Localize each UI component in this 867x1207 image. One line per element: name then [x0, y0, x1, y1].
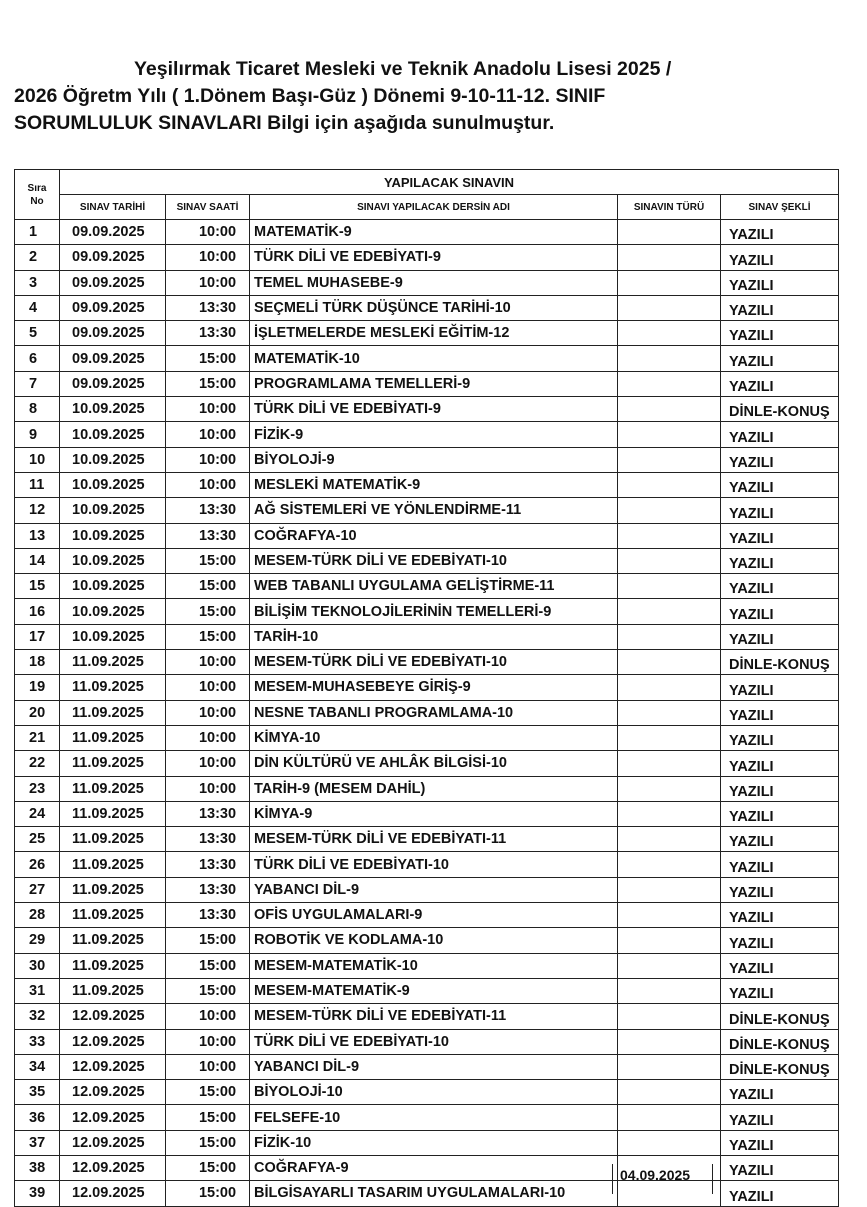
table-group-header-row	[15, 170, 839, 195]
course-name: MESLEKİ MATEMATİK-9	[250, 472, 618, 497]
exam-form: YAZILI	[721, 827, 839, 852]
exam-form: YAZILI	[721, 852, 839, 877]
exam-type	[618, 1080, 721, 1105]
exam-date: 11.09.2025	[60, 953, 166, 978]
course-name: TÜRK DİLİ VE EDEBİYATI-9	[250, 245, 618, 270]
exam-form: YAZILI	[721, 624, 839, 649]
exam-type	[618, 776, 721, 801]
exam-form: YAZILI	[721, 1130, 839, 1155]
table-row	[15, 498, 839, 523]
course-name: MESEM-TÜRK DİLİ VE EDEBİYATI-10	[250, 650, 618, 675]
exam-type	[618, 953, 721, 978]
exam-time: 13:30	[166, 852, 250, 877]
exam-time: 10:00	[166, 725, 250, 750]
table-row	[15, 1155, 839, 1180]
exam-form: YAZILI	[721, 700, 839, 725]
exam-time: 13:30	[166, 321, 250, 346]
exam-date: 11.09.2025	[60, 877, 166, 902]
exam-form: YAZILI	[721, 472, 839, 497]
course-name: KİMYA-9	[250, 801, 618, 826]
course-name: TÜRK DİLİ VE EDEBİYATI-9	[250, 397, 618, 422]
footer-divider-left	[612, 1164, 614, 1194]
course-name: SEÇMELİ TÜRK DÜŞÜNCE TARİHİ-10	[250, 295, 618, 320]
exam-date: 11.09.2025	[60, 675, 166, 700]
exam-date: 12.09.2025	[60, 1004, 166, 1029]
exam-type	[618, 801, 721, 826]
exam-time: 13:30	[166, 903, 250, 928]
course-name: MESEM-MATEMATİK-9	[250, 978, 618, 1003]
course-name: BİLİŞİM TEKNOLOJİLERİNİN TEMELLERİ-9	[250, 599, 618, 624]
exam-type	[618, 852, 721, 877]
course-name: BİLGİSAYARLI TASARIM UYGULAMALARI-10	[250, 1181, 618, 1206]
exam-form: YAZILI	[721, 953, 839, 978]
exam-date: 11.09.2025	[60, 776, 166, 801]
exam-type	[618, 422, 721, 447]
exam-date: 11.09.2025	[60, 751, 166, 776]
course-name: MESEM-TÜRK DİLİ VE EDEBİYATI-11	[250, 1004, 618, 1029]
exam-type	[618, 1004, 721, 1029]
exam-date: 10.09.2025	[60, 523, 166, 548]
exam-type	[618, 245, 721, 270]
table-row	[15, 624, 839, 649]
table-row	[15, 953, 839, 978]
header-sinav-saati: SINAV SAATİ	[166, 195, 250, 220]
exam-date: 11.09.2025	[60, 852, 166, 877]
exam-type	[618, 725, 721, 750]
exam-form: YAZILI	[721, 978, 839, 1003]
row-number: 25	[15, 827, 60, 852]
exam-date: 12.09.2025	[60, 1054, 166, 1079]
exam-date: 11.09.2025	[60, 978, 166, 1003]
table-row	[15, 599, 839, 624]
row-number: 2	[15, 245, 60, 270]
exam-time: 15:00	[166, 346, 250, 371]
exam-type	[618, 599, 721, 624]
table-row	[15, 472, 839, 497]
exam-time: 15:00	[166, 978, 250, 1003]
exam-type	[618, 397, 721, 422]
exam-date: 12.09.2025	[60, 1105, 166, 1130]
exam-time: 10:00	[166, 700, 250, 725]
exam-time: 15:00	[166, 574, 250, 599]
row-number: 9	[15, 422, 60, 447]
course-name: AĞ SİSTEMLERİ VE YÖNLENDİRME-11	[250, 498, 618, 523]
course-name: KİMYA-10	[250, 725, 618, 750]
table-row	[15, 1130, 839, 1155]
title-line-1: Yeşilırmak Ticaret Mesleki ve Teknik Anadolu Lisesi 2025 /	[134, 58, 672, 80]
row-number: 27	[15, 877, 60, 902]
table-row	[15, 776, 839, 801]
exam-date: 11.09.2025	[60, 928, 166, 953]
exam-date: 10.09.2025	[60, 447, 166, 472]
exam-time: 15:00	[166, 1155, 250, 1180]
exam-type	[618, 472, 721, 497]
course-name: ROBOTİK VE KODLAMA-10	[250, 928, 618, 953]
document-title	[14, 56, 852, 137]
exam-date: 10.09.2025	[60, 624, 166, 649]
exam-form: YAZILI	[721, 1080, 839, 1105]
exam-type	[618, 1105, 721, 1130]
exam-time: 10:00	[166, 1029, 250, 1054]
row-number: 10	[15, 447, 60, 472]
exam-type	[618, 295, 721, 320]
row-number: 7	[15, 371, 60, 396]
table-row	[15, 903, 839, 928]
table-row	[15, 751, 839, 776]
row-number: 30	[15, 953, 60, 978]
table-column-header-row	[15, 195, 839, 220]
course-name: BİYOLOJİ-9	[250, 447, 618, 472]
table-row	[15, 548, 839, 573]
header-sinav-tarihi: SINAV TARİHİ	[60, 195, 166, 220]
exam-time: 15:00	[166, 371, 250, 396]
row-number: 1	[15, 220, 60, 245]
table-row	[15, 270, 839, 295]
row-number: 36	[15, 1105, 60, 1130]
exam-form: YAZILI	[721, 1181, 839, 1206]
exam-time: 15:00	[166, 1181, 250, 1206]
exam-date: 10.09.2025	[60, 472, 166, 497]
exam-form: YAZILI	[721, 675, 839, 700]
exam-form: YAZILI	[721, 523, 839, 548]
course-name: MATEMATİK-9	[250, 220, 618, 245]
exam-date: 09.09.2025	[60, 321, 166, 346]
row-number: 6	[15, 346, 60, 371]
exam-time: 10:00	[166, 220, 250, 245]
table-row	[15, 1054, 839, 1079]
exam-type	[618, 877, 721, 902]
table-row	[15, 447, 839, 472]
exam-time: 13:30	[166, 827, 250, 852]
exam-type	[618, 548, 721, 573]
course-name: COĞRAFYA-9	[250, 1155, 618, 1180]
footer-divider-right	[712, 1164, 714, 1194]
table-row	[15, 397, 839, 422]
course-name: COĞRAFYA-10	[250, 523, 618, 548]
row-number: 21	[15, 725, 60, 750]
table-row	[15, 295, 839, 320]
exam-time: 15:00	[166, 1130, 250, 1155]
table-row	[15, 1181, 839, 1206]
row-number: 3	[15, 270, 60, 295]
table-row	[15, 321, 839, 346]
row-number: 5	[15, 321, 60, 346]
row-number: 8	[15, 397, 60, 422]
exam-time: 13:30	[166, 498, 250, 523]
row-number: 32	[15, 1004, 60, 1029]
exam-time: 10:00	[166, 472, 250, 497]
table-row	[15, 371, 839, 396]
exam-date: 10.09.2025	[60, 548, 166, 573]
table-row	[15, 523, 839, 548]
exam-type	[618, 346, 721, 371]
exam-time: 10:00	[166, 650, 250, 675]
exam-form: YAZILI	[721, 245, 839, 270]
exam-type	[618, 650, 721, 675]
exam-date: 11.09.2025	[60, 801, 166, 826]
exam-time: 10:00	[166, 1004, 250, 1029]
exam-time: 13:30	[166, 877, 250, 902]
exam-type	[618, 1029, 721, 1054]
header-sinav-sekli: SINAV ŞEKLİ	[721, 195, 839, 220]
exam-time: 10:00	[166, 751, 250, 776]
exam-time: 10:00	[166, 422, 250, 447]
row-number: 20	[15, 700, 60, 725]
exam-form: DİNLE-KONUŞ	[721, 397, 839, 422]
exam-time: 10:00	[166, 397, 250, 422]
exam-time: 10:00	[166, 270, 250, 295]
exam-time: 15:00	[166, 599, 250, 624]
exam-form: YAZILI	[721, 295, 839, 320]
exam-form: YAZILI	[721, 447, 839, 472]
row-number: 22	[15, 751, 60, 776]
exam-date: 09.09.2025	[60, 245, 166, 270]
table-row	[15, 700, 839, 725]
exam-time: 15:00	[166, 953, 250, 978]
exam-date: 09.09.2025	[60, 346, 166, 371]
row-number: 31	[15, 978, 60, 1003]
exam-form: YAZILI	[721, 321, 839, 346]
exam-type	[618, 270, 721, 295]
header-sinav-turu: SINAVIN TÜRÜ	[618, 195, 721, 220]
exam-form: DİNLE-KONUŞ	[721, 1054, 839, 1079]
exam-time: 13:30	[166, 295, 250, 320]
exam-form: YAZILI	[721, 574, 839, 599]
exam-time: 10:00	[166, 675, 250, 700]
footer-date: 04.09.2025	[620, 1167, 691, 1183]
exam-date: 12.09.2025	[60, 1130, 166, 1155]
exam-date: 11.09.2025	[60, 650, 166, 675]
exam-form: DİNLE-KONUŞ	[721, 1004, 839, 1029]
exam-form: YAZILI	[721, 548, 839, 573]
exam-date: 09.09.2025	[60, 295, 166, 320]
course-name: MESEM-MUHASEBEYE GİRİŞ-9	[250, 675, 618, 700]
exam-type	[618, 978, 721, 1003]
exam-time: 15:00	[166, 624, 250, 649]
course-name: MESEM-MATEMATİK-10	[250, 953, 618, 978]
header-sira-no	[15, 170, 60, 220]
row-number: 16	[15, 599, 60, 624]
exam-form: YAZILI	[721, 903, 839, 928]
exam-date: 11.09.2025	[60, 700, 166, 725]
exam-type	[618, 675, 721, 700]
exam-form: YAZILI	[721, 928, 839, 953]
exam-time: 13:30	[166, 801, 250, 826]
exam-type	[618, 751, 721, 776]
table-row	[15, 1105, 839, 1130]
row-number: 11	[15, 472, 60, 497]
row-number: 18	[15, 650, 60, 675]
course-name: TÜRK DİLİ VE EDEBİYATI-10	[250, 852, 618, 877]
row-number: 37	[15, 1130, 60, 1155]
exam-type	[618, 321, 721, 346]
course-name: NESNE TABANLI PROGRAMLAMA-10	[250, 700, 618, 725]
exam-type	[618, 1181, 721, 1206]
exam-time: 10:00	[166, 245, 250, 270]
row-number: 26	[15, 852, 60, 877]
table-row	[15, 1080, 839, 1105]
course-name: YABANCI DİL-9	[250, 877, 618, 902]
title-line-3: SORUMLULUK SINAVLARI Bilgi için aşağıda sunulmuştur.	[14, 112, 555, 134]
exam-date: 12.09.2025	[60, 1155, 166, 1180]
table-row	[15, 650, 839, 675]
exam-form: YAZILI	[721, 776, 839, 801]
row-number: 28	[15, 903, 60, 928]
exam-time: 15:00	[166, 1105, 250, 1130]
course-name: MESEM-TÜRK DİLİ VE EDEBİYATI-10	[250, 548, 618, 573]
exam-form: YAZILI	[721, 498, 839, 523]
table-row	[15, 675, 839, 700]
table-row	[15, 422, 839, 447]
exam-form: YAZILI	[721, 1155, 839, 1180]
table-row	[15, 801, 839, 826]
course-name: FİZİK-10	[250, 1130, 618, 1155]
exam-date: 11.09.2025	[60, 725, 166, 750]
course-name: İŞLETMELERDE MESLEKİ EĞİTİM-12	[250, 321, 618, 346]
row-number: 13	[15, 523, 60, 548]
course-name: PROGRAMLAMA TEMELLERİ-9	[250, 371, 618, 396]
exam-date: 09.09.2025	[60, 220, 166, 245]
exam-form: YAZILI	[721, 801, 839, 826]
exam-date: 11.09.2025	[60, 827, 166, 852]
course-name: BİYOLOJİ-10	[250, 1080, 618, 1105]
exam-type	[618, 523, 721, 548]
exam-form: YAZILI	[721, 220, 839, 245]
exam-form: YAZILI	[721, 270, 839, 295]
exam-date: 12.09.2025	[60, 1080, 166, 1105]
exam-form: YAZILI	[721, 725, 839, 750]
table-row	[15, 1029, 839, 1054]
row-number: 19	[15, 675, 60, 700]
header-sira-label: Sıra	[27, 182, 47, 194]
row-number: 35	[15, 1080, 60, 1105]
exam-date: 12.09.2025	[60, 1029, 166, 1054]
exam-date: 10.09.2025	[60, 422, 166, 447]
exam-type	[618, 624, 721, 649]
exam-form: DİNLE-KONUŞ	[721, 650, 839, 675]
header-ders-adi: SINAVI YAPILACAK DERSİN ADI	[250, 195, 618, 220]
exam-type	[618, 827, 721, 852]
exam-type	[618, 1054, 721, 1079]
exam-form: YAZILI	[721, 599, 839, 624]
course-name: DİN KÜLTÜRÜ VE AHLÂK BİLGİSİ-10	[250, 751, 618, 776]
table-row	[15, 877, 839, 902]
exam-type	[618, 928, 721, 953]
table-row	[15, 245, 839, 270]
course-name: FELSEFE-10	[250, 1105, 618, 1130]
exam-date: 09.09.2025	[60, 270, 166, 295]
course-name: FİZİK-9	[250, 422, 618, 447]
exam-time: 10:00	[166, 776, 250, 801]
table-row	[15, 725, 839, 750]
exam-type	[618, 498, 721, 523]
exam-time: 13:30	[166, 523, 250, 548]
exam-form: YAZILI	[721, 371, 839, 396]
row-number: 29	[15, 928, 60, 953]
title-line-2: 2026 Öğretm Yılı ( 1.Dönem Başı-Güz ) Dönemi 9-10-11-12. SINIF	[14, 85, 606, 107]
row-number: 23	[15, 776, 60, 801]
row-number: 12	[15, 498, 60, 523]
exam-type	[618, 371, 721, 396]
exam-type	[618, 447, 721, 472]
row-number: 38	[15, 1155, 60, 1180]
table-row	[15, 928, 839, 953]
course-name: OFİS UYGULAMALARI-9	[250, 903, 618, 928]
course-name: YABANCI DİL-9	[250, 1054, 618, 1079]
row-number: 39	[15, 1181, 60, 1206]
row-number: 15	[15, 574, 60, 599]
table-row	[15, 346, 839, 371]
table-row	[15, 852, 839, 877]
course-name: TARİH-10	[250, 624, 618, 649]
exam-form: YAZILI	[721, 877, 839, 902]
course-name: TÜRK DİLİ VE EDEBİYATI-10	[250, 1029, 618, 1054]
exam-type	[618, 700, 721, 725]
exam-time: 15:00	[166, 928, 250, 953]
table-row	[15, 827, 839, 852]
exam-type	[618, 574, 721, 599]
table-row	[15, 574, 839, 599]
course-name: MESEM-TÜRK DİLİ VE EDEBİYATI-11	[250, 827, 618, 852]
course-name: TARİH-9 (MESEM DAHİL)	[250, 776, 618, 801]
header-yapilacak-sinavin: YAPILACAK SINAVIN	[60, 170, 839, 195]
course-name: TEMEL MUHASEBE-9	[250, 270, 618, 295]
exam-form: YAZILI	[721, 346, 839, 371]
exam-time: 15:00	[166, 548, 250, 573]
table-row	[15, 978, 839, 1003]
exam-type	[618, 1130, 721, 1155]
row-number: 14	[15, 548, 60, 573]
header-no-label: No	[30, 195, 44, 207]
course-name: MATEMATİK-10	[250, 346, 618, 371]
exam-form: YAZILI	[721, 422, 839, 447]
row-number: 24	[15, 801, 60, 826]
row-number: 34	[15, 1054, 60, 1079]
course-name: WEB TABANLI UYGULAMA GELİŞTİRME-11	[250, 574, 618, 599]
exam-schedule-table	[14, 169, 839, 1207]
exam-date: 09.09.2025	[60, 371, 166, 396]
exam-time: 10:00	[166, 447, 250, 472]
exam-time: 10:00	[166, 1054, 250, 1079]
exam-date: 10.09.2025	[60, 397, 166, 422]
exam-date: 11.09.2025	[60, 903, 166, 928]
exam-type	[618, 220, 721, 245]
table-row	[15, 220, 839, 245]
table-row	[15, 1004, 839, 1029]
row-number: 17	[15, 624, 60, 649]
exam-date: 12.09.2025	[60, 1181, 166, 1206]
exam-form: DİNLE-KONUŞ	[721, 1029, 839, 1054]
exam-type	[618, 903, 721, 928]
exam-date: 10.09.2025	[60, 574, 166, 599]
exam-date: 10.09.2025	[60, 498, 166, 523]
exam-time: 15:00	[166, 1080, 250, 1105]
exam-form: YAZILI	[721, 751, 839, 776]
exam-date: 10.09.2025	[60, 599, 166, 624]
exam-form: YAZILI	[721, 1105, 839, 1130]
row-number: 33	[15, 1029, 60, 1054]
row-number: 4	[15, 295, 60, 320]
